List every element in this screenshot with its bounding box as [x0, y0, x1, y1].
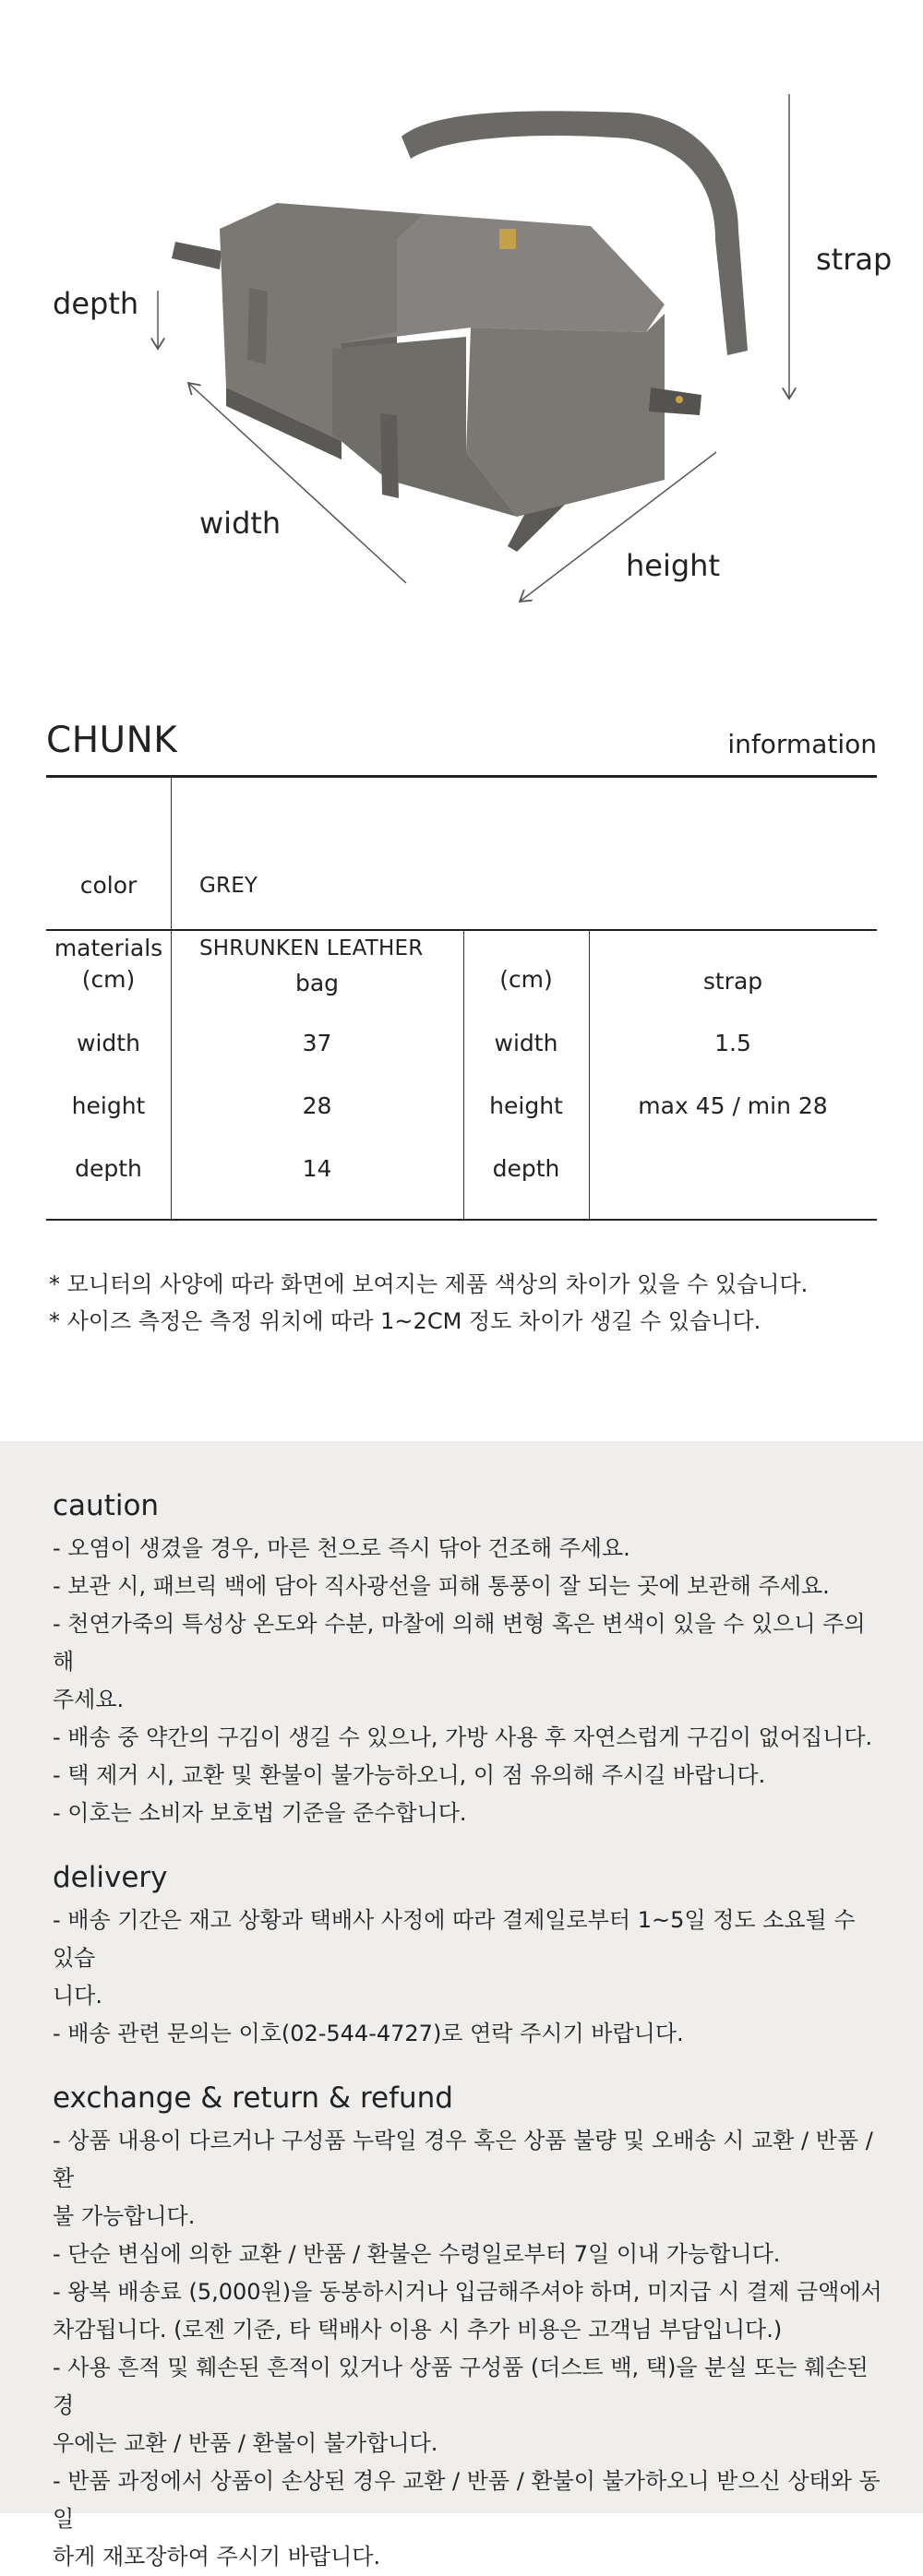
- delivery-line: - 배송 관련 문의는 이호(02-544-4727)로 연락 주시기 바랍니다.: [53, 2021, 684, 2046]
- depth-label: depth: [53, 286, 139, 321]
- spec-header: [46, 710, 877, 775]
- product-title: CHUNK: [46, 720, 178, 761]
- unit-label-bag: (cm): [81, 966, 136, 993]
- materials-value: SHRUNKEN LEATHER: [199, 936, 424, 960]
- exchange-line: - 반품 과정에서 상품이 손상된 경우 교환 / 반품 / 환불이 불가하오니 받으신 상태와 동일: [53, 2468, 881, 2532]
- exchange-line: 불 가능합니다.: [53, 2203, 196, 2229]
- note-line: * 사이즈 측정은 측정 위치에 따라 1~2CM 정도 차이가 생길 수 있습니다.: [49, 1308, 761, 1334]
- exchange-title: exchange & return & refund: [53, 2081, 453, 2115]
- material-table: [46, 775, 877, 961]
- strap-label: strap: [816, 242, 893, 277]
- strap-row-label-depth: depth: [492, 1155, 560, 1182]
- delivery-line: 니다.: [53, 1983, 102, 2009]
- exchange-line: 우에는 교환 / 반품 / 환불이 불가합니다.: [53, 2430, 438, 2456]
- caution-line: - 천연가죽의 특성상 온도와 수분, 마찰에 의해 변형 혹은 변색이 있을 수 있으니 주의해: [53, 1611, 866, 1675]
- color-label: color: [79, 872, 138, 899]
- exchange-line: - 사용 흔적 및 훼손된 흔적이 있거나 상품 구성품 (더스트 백, 택)을 분실 또는 훼손된 경: [53, 2355, 869, 2418]
- product-spec: [46, 710, 877, 961]
- strap-header: strap: [702, 968, 763, 995]
- delivery-section: [53, 1861, 883, 2053]
- caution-line: - 보관 시, 패브릭 백에 담아 직사광선을 피해 통풍이 잘 되는 곳에 보관해 주세요.: [53, 1573, 830, 1599]
- note-line: * 모니터의 사양에 따라 화면에 보여지는 제품 색상의 차이가 있을 수 있습니다.: [49, 1271, 809, 1297]
- exchange-section: [53, 2081, 883, 2576]
- information-label: information: [727, 729, 877, 759]
- height-label: height: [626, 548, 720, 583]
- exchange-line: - 상품 내용이 다르거나 구성품 누락일 경우 혹은 상품 불량 및 오배송 시 교환 / 반품 / 환: [53, 2128, 873, 2191]
- bag-height-value: 28: [302, 1092, 332, 1119]
- caution-line: - 배송 중 약간의 구김이 생길 수 있으나, 가방 사용 후 자연스럽게 구김이 없어집니다.: [53, 1724, 873, 1750]
- width-label: width: [199, 506, 282, 541]
- bag-header: bag: [294, 970, 340, 996]
- strap-row-label-height: height: [489, 1092, 563, 1119]
- row-label-width: width: [77, 1030, 140, 1056]
- bag-width-value: 37: [302, 1030, 332, 1056]
- exchange-line: - 단순 변심에 의한 교환 / 반품 / 환불은 수령일로부터 7일 이내 가능합니다.: [53, 2241, 781, 2267]
- caution-line: 주세요.: [53, 1687, 125, 1712]
- disclaimer-notes: [49, 1266, 880, 1340]
- exchange-line: - 왕복 배송료 (5,000원)을 동봉하시거나 입금해주셔야 하며, 미지급 시 결제 금액에서: [53, 2279, 882, 2305]
- care-policy-section: [0, 1441, 923, 2570]
- caution-title: caution: [53, 1489, 160, 1522]
- caution-line: - 택 제거 시, 교환 및 환불이 불가능하오니, 이 점 유의해 주시길 바랍니다.: [53, 1762, 766, 1788]
- bag-depth-value: 14: [302, 1155, 332, 1182]
- gold-clasp: [499, 229, 516, 249]
- color-value: GREY: [199, 874, 258, 898]
- strap-width-value: 1.5: [714, 1030, 751, 1056]
- caution-line: - 오염이 생겼을 경우, 마른 천으로 즉시 닦아 건조해 주세요.: [53, 1535, 630, 1561]
- bag-dimension-diagram: [0, 0, 923, 646]
- row-label-height: height: [71, 1092, 146, 1119]
- unit-label-strap: (cm): [499, 966, 553, 993]
- size-table: [46, 929, 877, 1221]
- caution-section: [53, 1489, 883, 1832]
- materials-label: materials: [54, 935, 163, 961]
- caution-line: - 이호는 소비자 보호법 기준을 준수합니다.: [53, 1800, 467, 1826]
- exchange-line: 하게 재포장하여 주시기 바랍니다.: [53, 2544, 381, 2570]
- row-label-depth: depth: [75, 1155, 142, 1182]
- strap-height-value: max 45 / min 28: [638, 1092, 828, 1119]
- delivery-title: delivery: [53, 1861, 168, 1894]
- exchange-line: 차감됩니다. (로젠 기준, 타 택배사 이용 시 추가 비용은 고객님 부담입니다.): [53, 2317, 783, 2343]
- delivery-line: - 배송 기간은 재고 상황과 택배사 사정에 따라 결제일로부터 1~5일 정도 소요될 수 있습: [53, 1907, 856, 1971]
- strap-row-label-width: width: [494, 1030, 558, 1056]
